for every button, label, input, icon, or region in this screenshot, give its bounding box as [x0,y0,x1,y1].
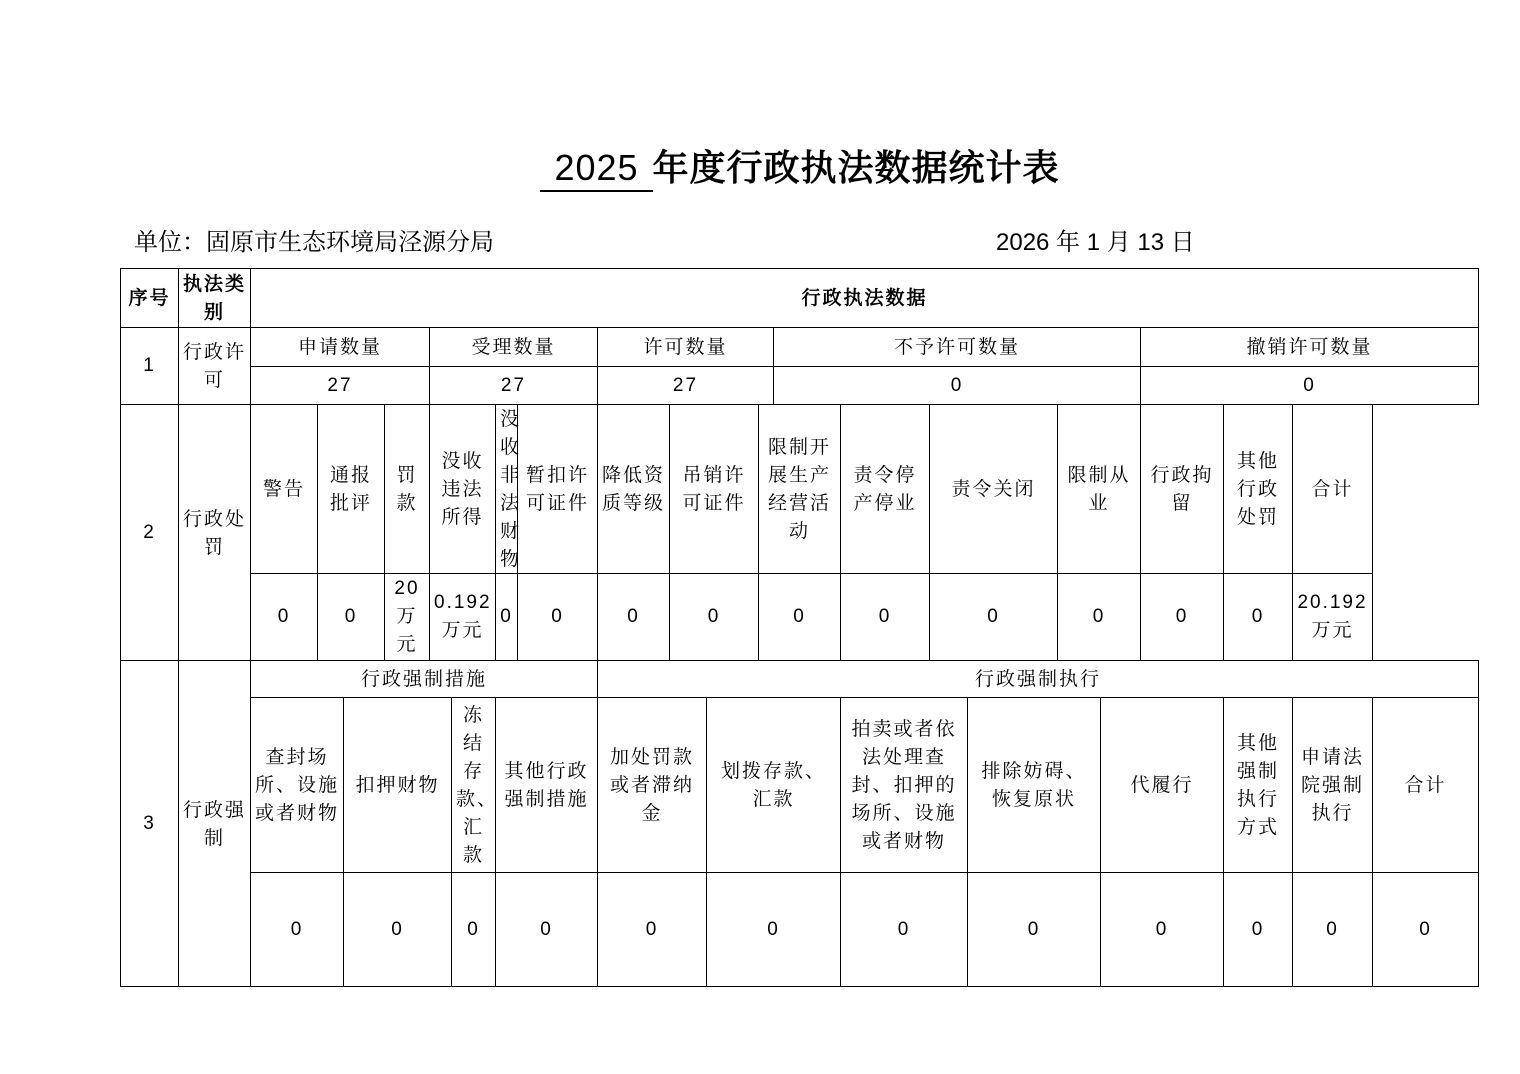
enforce-header: 合计 [1373,698,1479,873]
header-data: 行政执法数据 [251,269,1479,328]
penalty-value: 0 [1224,574,1293,661]
license-header: 受理数量 [430,328,598,367]
penalty-header: 行政拘留 [1141,405,1224,574]
enforce-value: 0 [841,873,968,987]
enforce-value: 0 [707,873,841,987]
penalty-value: 0 [670,574,759,661]
penalty-header: 通报批评 [318,405,385,574]
header-category: 执法类别 [179,269,251,328]
enforce-value: 0 [452,873,496,987]
enforce-value: 0 [344,873,452,987]
enforce-value: 0 [968,873,1101,987]
penalty-header: 责令停产停业 [841,405,930,574]
license-header: 不予许可数量 [774,328,1141,367]
enforce-header: 排除妨碍、恢复原状 [968,698,1101,873]
enforce-header: 拍卖或者依法处理查封、扣押的场所、设施或者财物 [841,698,968,873]
penalty-header: 责令关闭 [930,405,1058,574]
penalty-header: 罚款 [385,405,430,574]
enforce-header: 划拨存款、汇款 [707,698,841,873]
enforce-value: 0 [496,873,598,987]
statistics-table [120,268,1479,987]
penalty-header: 限制开展生产经营活动 [759,405,841,574]
penalty-header: 没收违法所得 [430,405,496,574]
penalty-value: 0.192万元 [430,574,496,661]
enforce-value: 0 [251,873,344,987]
penalty-header: 吊销许可证件 [670,405,759,574]
penalty-value: 0 [1058,574,1141,661]
enforce-header: 其他强制执行方式 [1224,698,1293,873]
title-text: 年度行政执法数据统计表 [652,147,1060,189]
penalty-value: 0 [930,574,1058,661]
enforce-value: 0 [1373,873,1479,987]
report-date: 2026 年 1 月 13 日 [996,229,1195,256]
enforce-category: 行政强制 [179,661,251,987]
penalty-value: 0 [518,574,598,661]
penalty-value: 0 [496,574,518,661]
license-header: 许可数量 [598,328,774,367]
penalty-value: 20.192万元 [1293,574,1373,661]
enforce-group-execution: 行政强制执行 [598,661,1479,698]
license-value: 0 [1141,367,1479,405]
license-seq: 1 [121,328,179,405]
penalty-header: 警告 [251,405,318,574]
enforce-header: 扣押财物 [344,698,452,873]
enforce-header: 加处罚款或者滞纳金 [598,698,707,873]
enforce-header: 其他行政强制措施 [496,698,598,873]
license-value: 27 [251,367,430,405]
penalty-value: 0 [841,574,930,661]
penalty-header: 暂扣许可证件 [518,405,598,574]
penalty-header: 其他行政处罚 [1224,405,1293,574]
penalty-category: 行政处罚 [179,405,251,661]
penalty-seq: 2 [121,405,179,661]
penalty-value: 0 [759,574,841,661]
enforce-value: 0 [1224,873,1293,987]
enforce-header: 申请法院强制执行 [1293,698,1373,873]
license-category: 行政许可 [179,328,251,405]
license-value: 27 [430,367,598,405]
penalty-header: 没收非法财物 [496,405,518,574]
title-year: 2025 [540,146,652,192]
penalty-value: 0 [598,574,670,661]
unit-label: 单位：固原市生态环境局泾源分局 [134,228,494,256]
enforce-header: 代履行 [1101,698,1224,873]
header-seq: 序号 [121,269,179,328]
page-title [0,140,1520,192]
penalty-value: 0 [251,574,318,661]
enforce-group-measures: 行政强制措施 [251,661,598,698]
penalty-header: 限制从业 [1058,405,1141,574]
penalty-value: 0 [1141,574,1224,661]
penalty-header: 合计 [1293,405,1373,574]
penalty-value: 20万元 [385,574,430,661]
enforce-seq: 3 [121,661,179,987]
enforce-header: 冻结存款、汇款 [452,698,496,873]
license-header: 撤销许可数量 [1141,328,1479,367]
license-value: 27 [598,367,774,405]
enforce-value: 0 [1101,873,1224,987]
enforce-header: 查封场所、设施或者财物 [251,698,344,873]
penalty-value: 0 [318,574,385,661]
license-value: 0 [774,367,1141,405]
penalty-header: 降低资质等级 [598,405,670,574]
enforce-value: 0 [598,873,707,987]
license-header: 申请数量 [251,328,430,367]
enforce-value: 0 [1293,873,1373,987]
